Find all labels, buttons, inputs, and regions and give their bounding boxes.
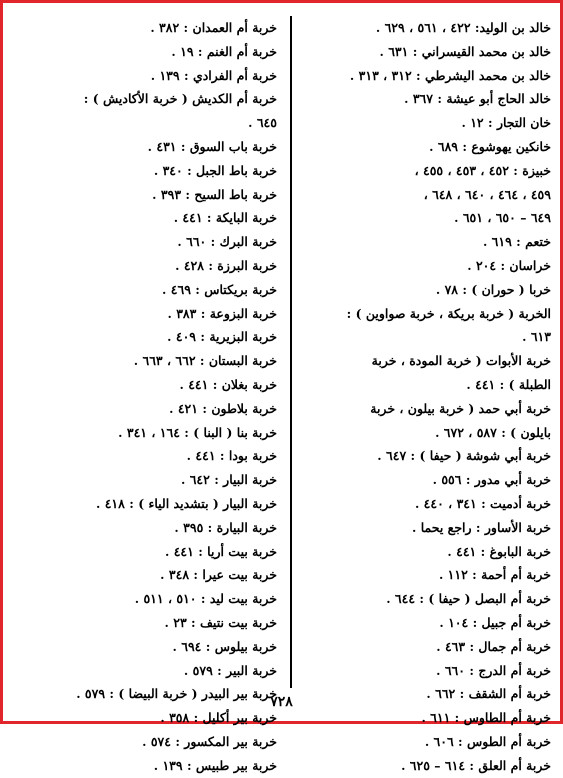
index-entry: خالد بن محمد القيسراني : ٦٣١ . [379,43,551,59]
index-entry: خربة أم جبيل : ١٠٤ . [439,614,551,630]
index-entry: ختعم : ٦١٩ . [482,234,551,250]
index-entry: خربة البايكة : ٤٤١ . [173,210,277,226]
index-entry: خربة أدميت : ٣٤١ ، ٤٤٠ . [414,495,551,511]
index-entry: خربة بير أكليل : ٣٥٨ . [160,710,277,726]
index-entry: خربة البابوغ : ٤٤١ . [447,543,551,559]
index-entry: ٦٤٥ . [248,115,277,131]
column-divider [290,16,292,688]
index-entry: خربة البيار ( بتشديد الياء ) : ٤١٨ . [96,495,277,511]
index-entry: خربة أم العلق : ٦١٤ – ٦٢٥ . [401,757,551,773]
index-entry: خربة البيار : ٦٤٢ . [180,472,277,488]
index-entry: خربة أبي شوشة ( حيفا ) : ٦٤٧ . [377,448,551,464]
index-entry: خربة البستان : ٦٦٢ ، ٦٦٣ . [133,353,277,369]
index-entry: خربة بير البيدر ( خربة البيضا ) : ٥٧٩ . [76,686,277,702]
index-column-right [293,16,551,778]
index-entry: خربة بنا ( البنا ) : ١٦٤ ، ٣٤١ . [118,424,277,440]
index-entry: خربة أم الغنم : ١٩ . [171,43,277,59]
index-entry: خربة بيلوس : ٦٩٤ . [172,638,277,654]
index-entry: خربة أم الشقف : ٦٦٢ . [426,686,551,702]
index-entry: خربة بيت ليد : ٥١٠ ، ٥١١ . [134,591,277,607]
index-entry: خالد بن الوليد: ٤٢٢ ، ٥٦١ ، ٦٢٩ . [375,20,551,35]
index-entry: خربة بودا : ٤٤١ . [186,448,277,464]
index-entry: ٦٤٩ – ٦٥٠ ، ٦٥١ . [454,210,551,226]
index-entry: خربة البيارة : ٣٩٥ . [174,519,277,535]
index-entry: خربا ( حوران ) : ٧٨ . [435,281,551,297]
index-entry: خربة البزيرية : ٤٠٩ . [167,329,277,345]
index-entry: ٦١٣ . [522,329,551,345]
index-entry: خربة أم البصل ( حيفا ) : ٦٤٤ . [386,591,551,607]
index-entry: خربة أبي مدور : ٥٥٦ . [432,472,551,488]
index-entry: خانكين يهوشوع : ٦٨٩ . [429,138,551,154]
index-entry: خربة بير طبيس : ١٣٩ . [153,757,277,773]
index-entry: خربة بغلان : ٤٤١ . [179,376,277,392]
index-entry: خالد بن محمد اليشرطي : ٣١٢ ، ٣١٣ . [349,67,551,83]
index-entry: خربة الأبوات ( خربة المودة ، خربة [371,353,551,369]
index-entry: خان التجار : ١٢ . [461,115,551,131]
index-entry: بايلون ) : ٥٨٧ ، ٦٧٢ . [435,424,551,440]
index-entry: الخربة ( خربة بريكة ، خربة صواوين ) : [346,305,551,321]
index-entry: خربة باط الجبل : ٣٤٠ . [153,162,277,178]
page-number: ٧٢٨ [270,694,293,710]
index-entry: خربة بريكتاس : ٤٦٩ . [162,281,277,297]
index-entry: خالد الحاج أبو عيشة : ٣٦٧ . [404,91,551,107]
index-entry: خربة أم جمال : ٤٦٣ . [436,638,551,654]
index-entry: خربة بيت نتيف : ٢٣ . [164,614,277,630]
index-entry: خربة بير المكسور : ٥٧٤ . [142,733,277,749]
index-entry: خربة البرزة : ٤٢٨ . [175,257,277,273]
index-entry: خربة أم أحمة : ١١٢ . [438,567,551,583]
index-entry: خراسان : ٢٠٤ . [467,257,551,273]
index-column-left [15,16,277,778]
index-entry: خبيزة : ٤٥٢ ، ٤٥٣ ، ٤٥٥ ، [414,162,551,178]
index-entry: الطبلة ) : ٤٤١ . [466,376,551,392]
index-entry: خربة أم الكديش ( خربة الأكاديش ) : [83,91,277,107]
index-entry: خربة البرك : ٦٦٠ . [177,234,277,250]
index-entry: خربة باط السيح : ٣٩٣ . [152,186,277,202]
index-entry: خربة البزوعة : ٣٨٣ . [167,305,277,321]
index-entry: خربة البير : ٥٧٩ . [183,662,277,678]
index-entry: خربة باب السوق : ٤٣١ . [147,138,277,154]
index-entry: خربة أم الدرج : ٦٦٠ . [436,662,551,678]
index-entry: خربة بيت أريا : ٤٤١ . [164,543,277,559]
index-entry: ٤٥٩ ، ٤٦٤ ، ٦٤٠ ، ٦٤٨ ، [423,186,551,202]
index-entry: خربة أبي حمد ( خربة بيلون ، خربة [370,400,551,416]
index-entry: خربة الأساور : راجع يحما . [412,519,551,535]
index-entry: خربة أم الفرادي : ١٣٩ . [150,67,277,83]
index-entry: خربة بيت عيرا : ٣٤٨ . [160,567,277,583]
index-entry: خربة أم الطوس : ٦٠٦ . [424,733,551,749]
index-entry: خربة بلاطون : ٤٢١ . [169,400,277,416]
index-entry: خربة أم العمدان : ٣٨٢ . [150,20,277,35]
index-entry: خربة أم الطاوس : ٦١١ . [421,710,551,726]
